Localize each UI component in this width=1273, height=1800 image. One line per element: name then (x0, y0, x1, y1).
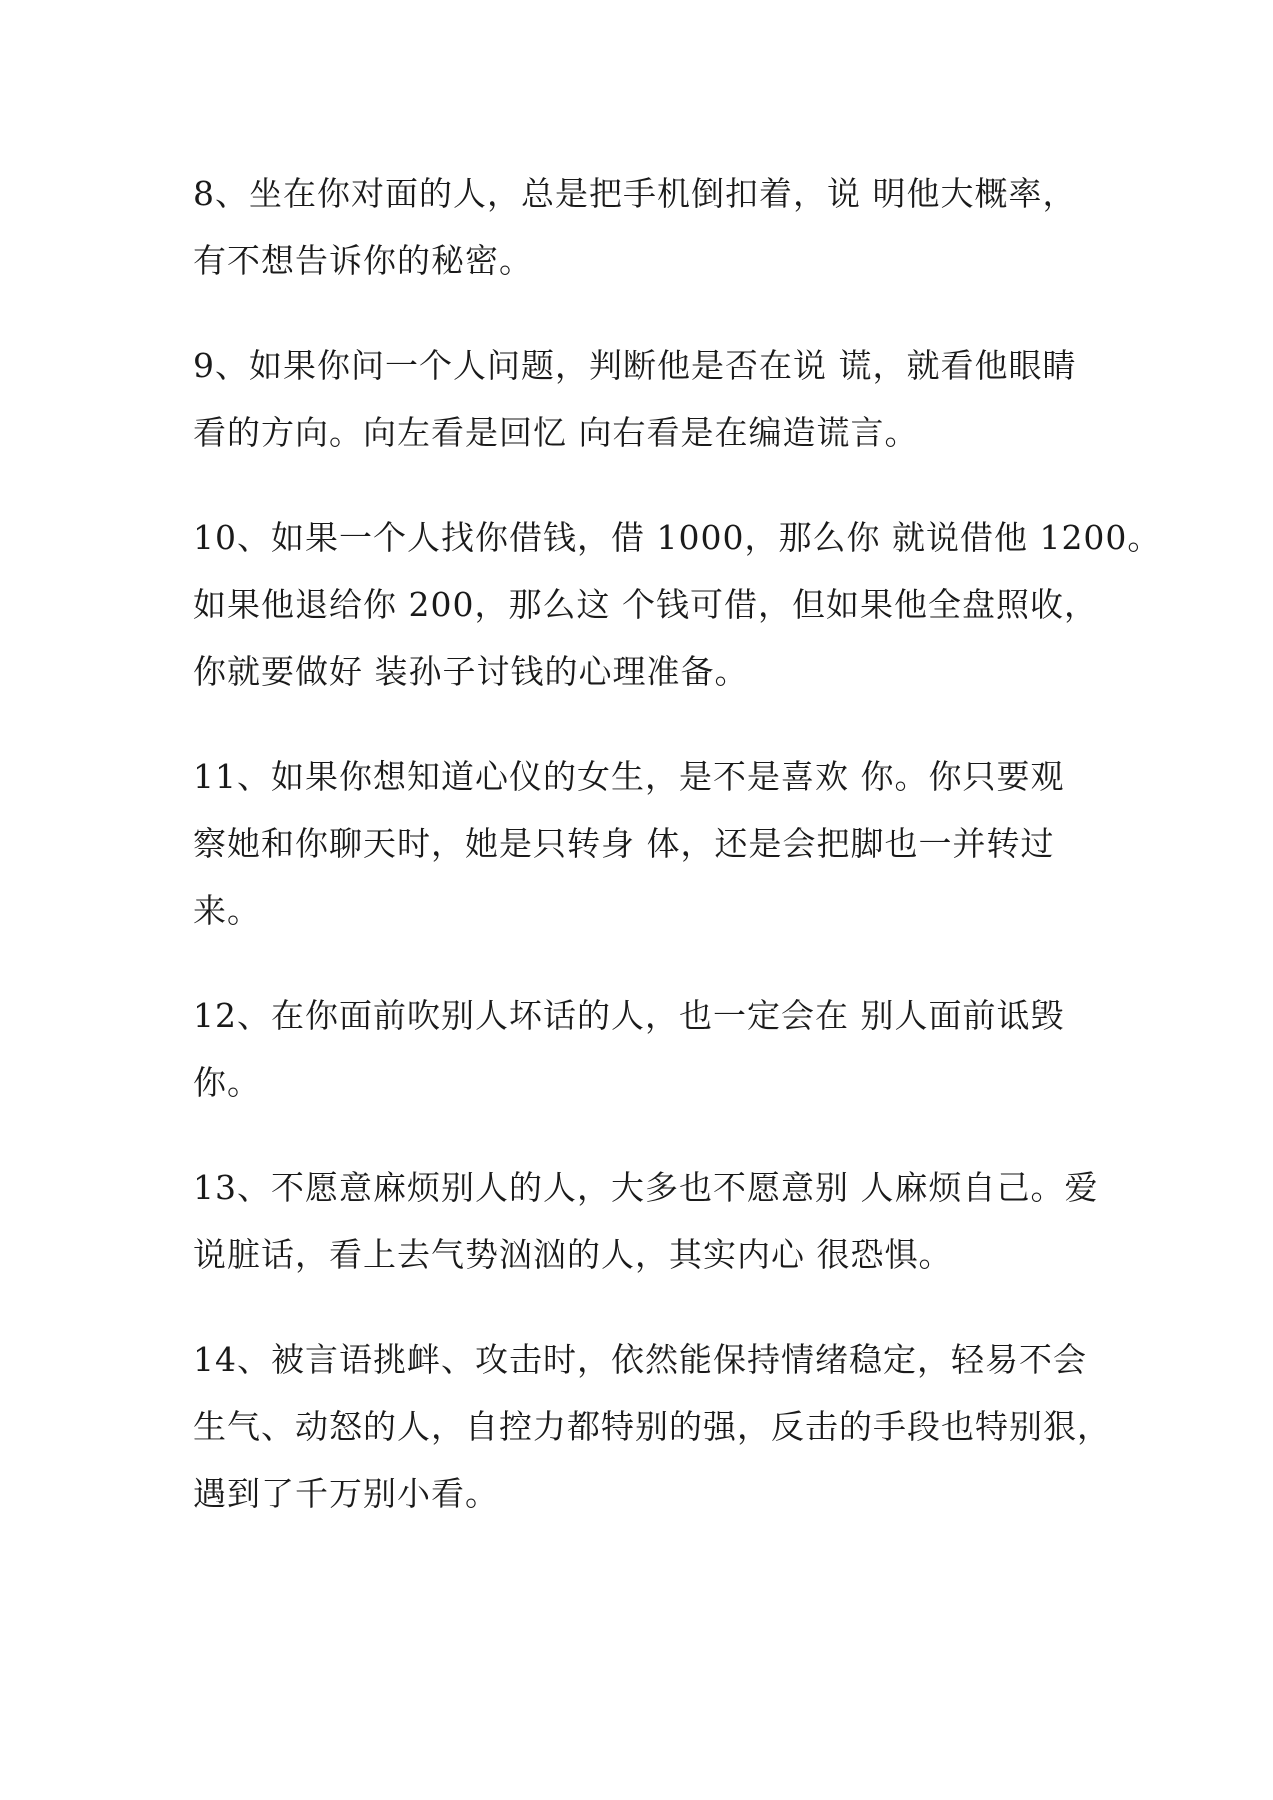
paragraph-line: 遇到了千万别小看。 (193, 1474, 499, 1513)
paragraph-line: 说脏话，看上去气势汹汹的人，其实内心 很恐惧。 (193, 1235, 953, 1274)
paragraph-line: 察她和你聊天时，她是只转身 体，还是会把脚也一并转过 (193, 824, 1055, 863)
paragraph-12 (193, 982, 1093, 1116)
paragraph-line: 13、不愿意麻烦别人的人，大多也不愿意别 人麻烦自己。爱 (193, 1168, 1099, 1207)
paragraph-11 (193, 743, 1093, 944)
paragraph-14 (193, 1326, 1111, 1527)
paragraph-8 (193, 160, 1093, 294)
paragraph-line: 你就要做好 装孙子讨钱的心理准备。 (193, 652, 749, 691)
paragraph-9 (193, 332, 1093, 466)
paragraph-line: 10、如果一个人找你借钱，借 1000，那么你 就说借他 1200。 (193, 518, 1162, 557)
paragraph-line: 生气、动怒的人，自控力都特别的强，反击的手段也特别狠， (193, 1407, 1111, 1446)
paragraph-line: 你。 (193, 1063, 261, 1102)
paragraph-line: 看的方向。向左看是回忆 向右看是在编造谎言。 (193, 413, 919, 452)
paragraph-line: 12、在你面前吹别人坏话的人，也一定会在 别人面前诋毁 (193, 996, 1065, 1035)
paragraph-line: 14、被言语挑衅、攻击时，依然能保持情绪稳定，轻易不会 (193, 1340, 1087, 1379)
paragraph-line: 8、坐在你对面的人，总是把手机倒扣着，说 明他大概率， (193, 174, 1077, 213)
paragraph-13 (193, 1154, 1099, 1288)
paragraph-line: 来。 (193, 891, 261, 930)
paragraph-line: 11、如果你想知道心仪的女生，是不是喜欢 你。你只要观 (193, 757, 1065, 796)
paragraph-line: 有不想告诉你的秘密。 (193, 241, 533, 280)
document-body (193, 160, 1162, 1565)
paragraph-line: 9、如果你问一个人问题，判断他是否在说 谎，就看他眼睛 (193, 346, 1077, 385)
paragraph-line: 如果他退给你 200，那么这 个钱可借，但如果他全盘照收， (193, 585, 1098, 624)
paragraph-10 (193, 504, 1162, 705)
